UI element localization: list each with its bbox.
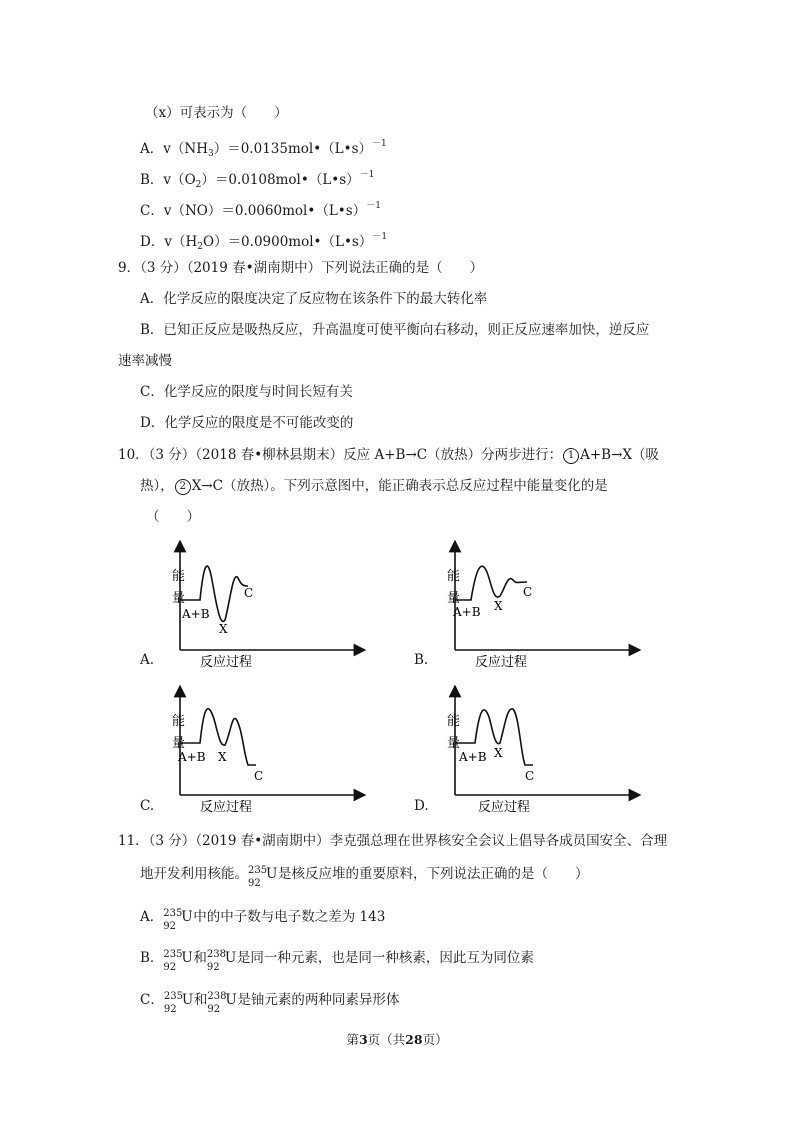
q9-stem: 9．（3 分）（2019 春•湖南期中）下列说法正确的是（ ）: [118, 260, 484, 276]
q9-option-a: A．化学反应的限度决定了反应物在该条件下的最大转化率: [140, 291, 488, 307]
diagram-c-mid: X: [218, 750, 227, 764]
diagram-c-xlabel: 反应过程: [200, 800, 253, 815]
diagram-c-ylabel1: 能: [172, 714, 186, 729]
diagram-b-ylabel2: 量: [447, 591, 461, 606]
diagram-a: [170, 540, 370, 675]
q11-option-c: C． 235 92 U 和 238 92 U 是铀元素的两种同素异形体: [140, 991, 400, 1015]
q11-option-b: B． 235 92 U 和 238 92 U 是同一种元素，也是同一种核素，因此互为同位素: [140, 949, 534, 973]
q9-option-c: C．化学反应的限度与时间长短有关: [140, 384, 353, 400]
q8-option-d: D．$v(H_2O)=0.0900mol•(L•s)^{-1}$: [140, 232, 388, 252]
q9-option-b-line1: B．已知正反应是吸热反应，升高温度可使平衡向右移动，则正反应速率加快，逆反应: [140, 322, 650, 338]
diagram-d-label: D.: [414, 798, 429, 814]
diagram-a-ylabel2: 量: [172, 591, 186, 606]
q9-option-b-line2: 速率减慢: [118, 353, 172, 369]
q8-option-c: C．v（NO）＝0.0060mol•（L•s）$^{-1}$: [140, 201, 381, 219]
diagram-b-mid: X: [494, 599, 503, 613]
q8-option-a: A．$v(NH_3)=0.0135mol•(L•s)^{-1}$: [140, 139, 387, 159]
diagram-b-end: C: [523, 585, 533, 599]
q11-option-a: A． 235 92 U 中的中子数与电子数之差为 143: [140, 908, 386, 932]
diagram-d-ylabel1: 能: [447, 714, 461, 729]
q10-stem-line2: 热）， 2 X→C（放热）。下列示意图中，能正确表示总反应过程中能量变化的是: [140, 478, 608, 494]
diagram-b-curve: [455, 566, 527, 600]
q8-option-b: B．$v(O_2)=0.0108mol•(L•s)^{-1}$: [140, 170, 375, 190]
diagram-c-label: C.: [140, 798, 155, 814]
diagram-a-ylabel1: 能: [172, 569, 186, 584]
diagram-d-end: C: [525, 769, 535, 783]
q11-stem-line2: 地开发利用核能。 235 92 U 是核反应堆的重要原料，下列说法正确的是（ ）: [140, 865, 589, 889]
diagram-c-end: C: [254, 769, 264, 783]
q9-option-d: D．化学反应的限度是不可能改变的: [140, 415, 354, 431]
diagram-b-label: B.: [414, 652, 429, 668]
diagram-b-xlabel: 反应过程: [475, 655, 528, 670]
diagram-a-xlabel: 反应过程: [200, 655, 253, 670]
diagram-a-label: A.: [140, 652, 155, 668]
q10-stem-line1: 10．（3 分）（2018 春•柳林县期末）反应 A+B→C（放热）分两步进行： 1 A+B→X（吸: [118, 447, 659, 463]
diagram-a-start: A+B: [182, 607, 210, 621]
q11-stem-line1: 11．（3 分）（2019 春•湖南期中）李克强总理在世界核安全会议上倡导各成员国安全、合理: [118, 833, 668, 849]
diagram-b-start: A+B: [453, 605, 481, 619]
diagram-c-ylabel2: 量: [172, 736, 186, 751]
diagram-d-start: A+B: [459, 750, 487, 764]
diagram-a-end: C: [244, 586, 254, 600]
diagram-d-xlabel: 反应过程: [478, 800, 531, 815]
diagram-c-start: A+B: [178, 750, 206, 764]
q10-stem-line3: （ ）: [146, 509, 200, 525]
diagram-a-mid: X: [219, 622, 228, 636]
diagram-d: [445, 685, 645, 820]
diagram-b: [445, 540, 645, 675]
diagram-b-ylabel1: 能: [447, 569, 461, 584]
diagram-c: [170, 685, 370, 820]
diagram-d-ylabel2: 量: [447, 736, 461, 751]
q8-stem-tail: （x）可表示为（ ）: [145, 105, 288, 121]
page-footer: 第3页（共28页）: [346, 1032, 448, 1047]
diagram-d-mid: X: [494, 746, 503, 760]
